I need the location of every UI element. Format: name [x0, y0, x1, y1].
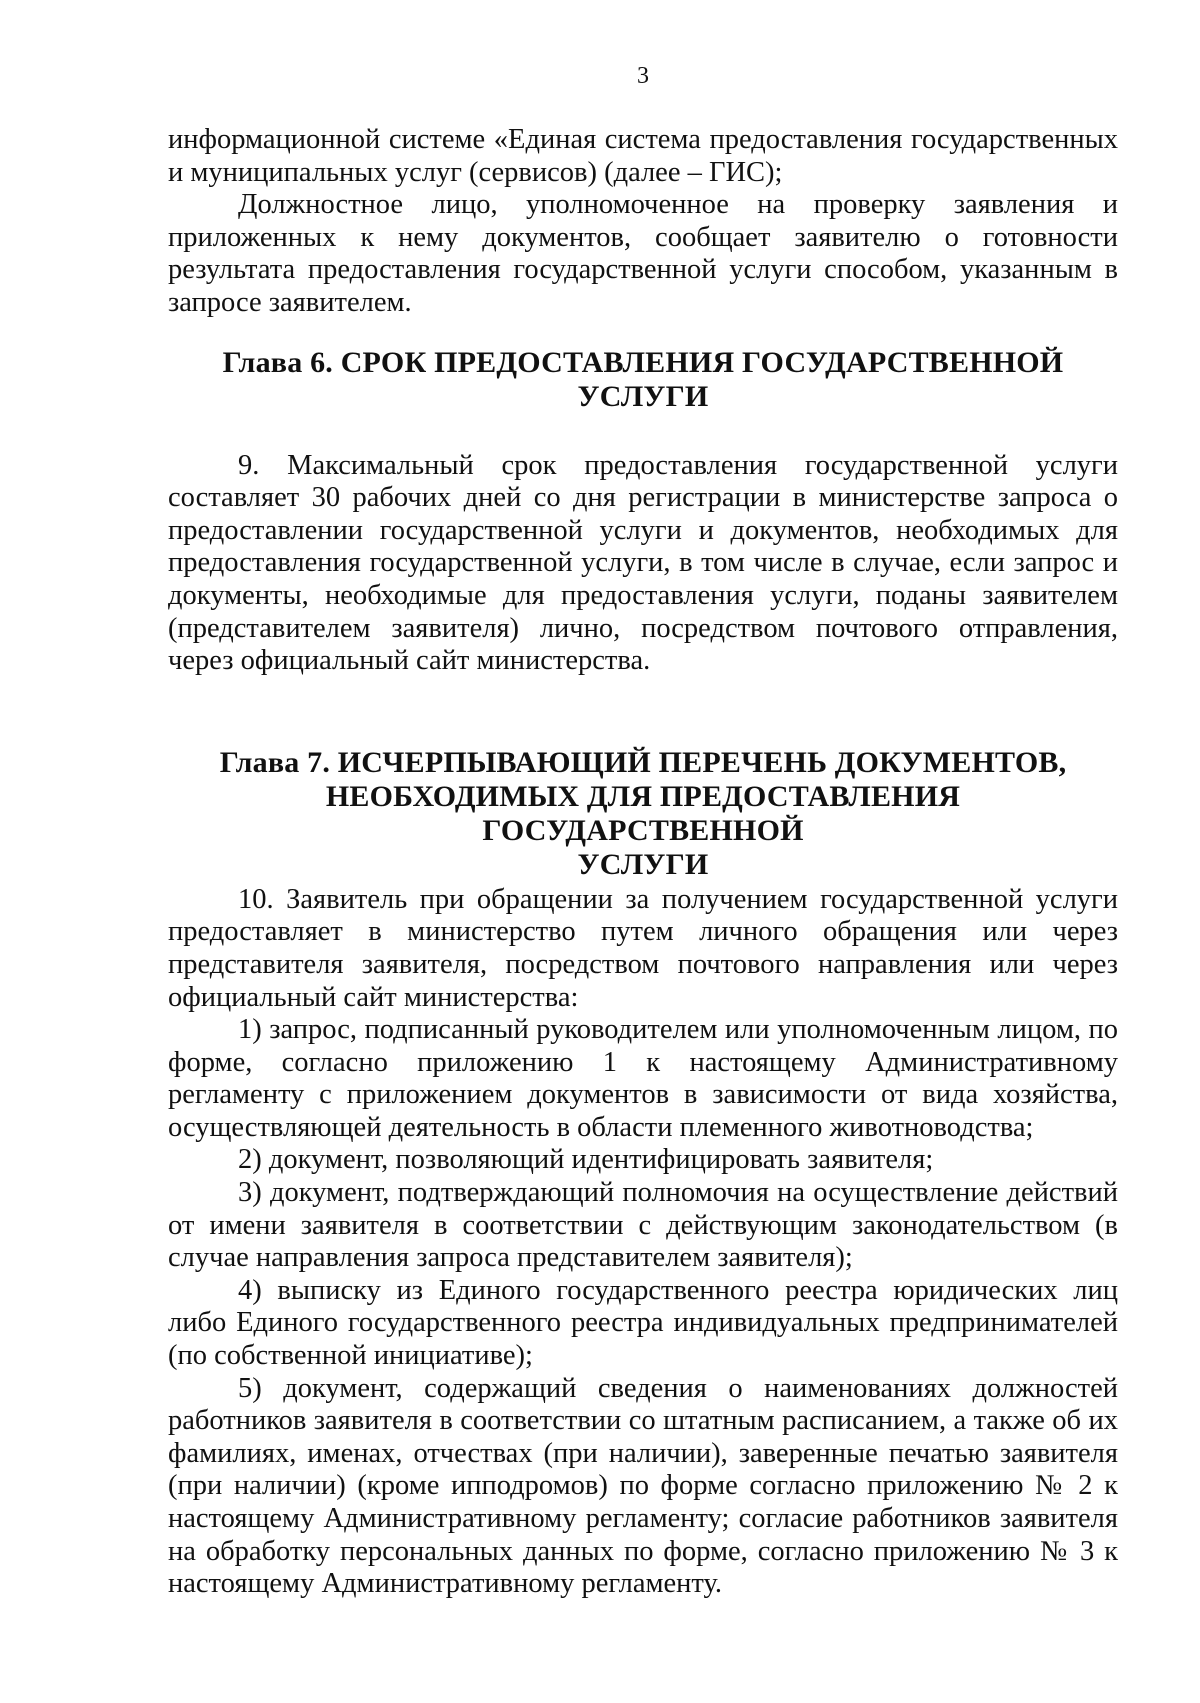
list-item-4: 4) выписку из Единого государственного реестра юридических лиц либо Единого государственного реестра индивидуальных предпринимателей (по собственной инициативе);	[168, 1274, 1118, 1372]
chapter-7-title-line-3: УСЛУГИ	[577, 847, 709, 881]
document-page	[168, 62, 1118, 1601]
paragraph-9: 9. Максимальный срок предоставления государственной услуги составляет 30 рабочих дней со дня регистрации в министерстве запроса о предоставлении государственной услуги и документов, необходимых для предоставления государственной услуги, в том числе в случае, если запрос и документы, необходимые для предоставления услуги, поданы заявителем (представителем заявителя) лично, посредством почтового отправления, через официальный сайт министерства.	[168, 449, 1118, 677]
intro-notice: Должностное лицо, уполномоченное на проверку заявления и приложенных к нему документов, сообщает заявителю о готовности результата предоставления государственной услуги способом, указанным в запросе заявителем.	[168, 189, 1118, 318]
page-number: 3	[637, 63, 649, 89]
chapter-6-title-line-1: Глава 6. СРОК ПРЕДОСТАВЛЕНИЯ ГОСУДАРСТВЕННОЙ	[222, 345, 1064, 379]
list-item-3: 3) документ, подтверждающий полномочия на осуществление действий от имени заявителя в соответствии с действующим законодательством (в случае направления запроса представителем заявителя);	[168, 1177, 1118, 1274]
chapter-7-title-line-1: Глава 7. ИСЧЕРПЫВАЮЩИЙ ПЕРЕЧЕНЬ ДОКУМЕНТОВ,	[219, 745, 1067, 779]
intro-continuation: информационной системе «Единая система предоставления государственных и муниципальных услуг (сервисов) (далее – ГИС);	[168, 124, 1118, 188]
paragraph-10: 10. Заявитель при обращении за получением государственной услуги предоставляет в министерство путем личного обращения или через представителя заявителя, посредством почтового направления или через официальный сайт министерства:	[168, 883, 1118, 1013]
chapter-6-title-line-2: УСЛУГИ	[577, 379, 709, 413]
chapter-7-title-line-2: НЕОБХОДИМЫХ ДЛЯ ПРЕДОСТАВЛЕНИЯ ГОСУДАРСТВЕННОЙ	[325, 779, 961, 847]
list-item-1: 1) запрос, подписанный руководителем или уполномоченным лицом, по форме, согласно приложению 1 к настоящему Административному регламенту с приложением документов в зависимости от вида хозяйства, осуществляющей деятельность в области племенного животноводства;	[168, 1014, 1118, 1143]
chapter-6-heading	[168, 346, 1118, 414]
list-item-2: 2) документ, позволяющий идентифицировать заявителя;	[238, 1144, 934, 1176]
chapter-7-heading	[168, 746, 1118, 882]
list-item-5: 5) документ, содержащий сведения о наименованиях должностей работников заявителя в соответствии со штатным расписанием, а также об их фамилиях, именах, отчествах (при наличии), заверенные печатью заявителя (при наличии) (кроме ипподромов) по форме согласно приложению № 2 к настоящему Административному регламенту; согласие работников заявителя на обработку персональных данных по форме, согласно приложению № 3 к настоящему Административному регламенту.	[168, 1372, 1118, 1600]
